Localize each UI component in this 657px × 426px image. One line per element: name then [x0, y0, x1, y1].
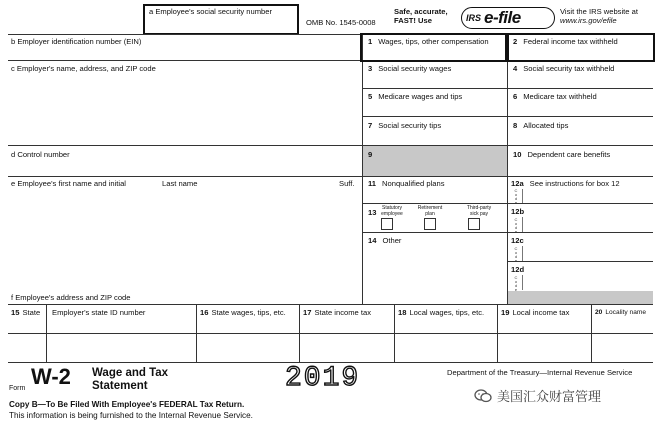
statutory-employee-checkbox[interactable] [381, 218, 393, 230]
grid-line [507, 229, 653, 234]
code-letter: o [514, 192, 518, 197]
retirement-plan-label: Retirement plan [417, 205, 443, 217]
wechat-icon [474, 389, 492, 403]
box-10-label: 10 Dependent care benefits [513, 150, 611, 159]
box-1-field[interactable] [364, 47, 504, 59]
state-row-1-field[interactable] [9, 318, 652, 332]
irs-logo-text: IRS [466, 13, 482, 23]
retirement-plan-checkbox[interactable] [424, 218, 436, 230]
visit-irs-line1: Visit the IRS website at [560, 7, 638, 16]
code-letter: e [514, 200, 518, 205]
box-12a-code-divider [522, 189, 523, 203]
box-12b-code-divider [522, 217, 523, 232]
grid-line [362, 232, 507, 233]
code-letter: e [514, 258, 518, 263]
department-line: Department of the Treasury—Internal Revenue Service [447, 368, 633, 377]
code-letter: C [514, 246, 518, 251]
box-a-label: a Employee's social security number [149, 7, 273, 16]
code-letter: o [514, 279, 518, 284]
box-11-field[interactable] [364, 189, 504, 202]
code-letter: C [514, 275, 518, 280]
form-word: Form [9, 385, 26, 392]
grid-line [507, 34, 508, 304]
box-20-label: 20 Locality name [595, 309, 647, 316]
tax-year: 2019 [285, 363, 361, 394]
form-title-line2: Statement [92, 380, 148, 392]
box-19-label: 19 Local income tax [501, 308, 570, 317]
form-title-line1: Wage and Tax [92, 367, 169, 379]
box-c-employer-field[interactable] [9, 74, 361, 144]
box-e-employee-field[interactable] [9, 189, 361, 289]
code-letter: d [514, 254, 518, 259]
box-3-field[interactable] [364, 74, 504, 87]
box-12b-label: 12b [511, 207, 525, 216]
box-8-field[interactable] [509, 131, 651, 144]
box-13-label: 13 [368, 208, 377, 217]
box-f-label: f Employee's address and ZIP code [11, 293, 131, 302]
box-18-label: 18 Local wages, tips, etc. [398, 308, 485, 317]
box-5-field[interactable] [364, 102, 504, 115]
form-name-w2: W-2 [31, 364, 71, 389]
box-6-field[interactable] [509, 102, 651, 115]
box-12b-field[interactable] [524, 217, 651, 231]
box-1-label: 1 Wages, tips, other compensation [368, 37, 489, 46]
box-8-label: 8 Allocated tips [513, 121, 569, 130]
box-12-shaded-strip [508, 291, 653, 304]
box-c-label: c Employer's name, address, and ZIP code [11, 64, 156, 73]
box-11-label: 11 Nonqualified plans [368, 179, 445, 188]
wechat-watermark [474, 386, 601, 405]
code-letter: d [514, 283, 518, 288]
box-15-state-id-label: Employer's state ID number [52, 308, 146, 317]
box-e-first-label: e Employee's first name and initial [11, 179, 126, 188]
box-12a-label: 12a See instructions for box 12 [511, 179, 620, 188]
state-row-2-field[interactable] [9, 334, 652, 361]
box-12d-code-divider [522, 275, 523, 290]
box-e-suffix-label: Suff. [339, 179, 355, 188]
box-9-label: 9 [368, 150, 373, 159]
code-letter: e [514, 229, 518, 234]
third-party-sick-pay-checkbox[interactable] [468, 218, 480, 230]
box-7-label: 7 Social security tips [368, 121, 442, 130]
copy-b-line: Copy B—To Be Filed With Employee's FEDERAL Tax Return. [9, 400, 245, 409]
box-4-field[interactable] [509, 74, 651, 87]
box-16-label: 16 State wages, tips, etc. [200, 308, 286, 317]
code-letter: C [514, 188, 518, 193]
box-10-field[interactable] [509, 160, 651, 175]
box-12c-code-divider [522, 246, 523, 261]
box-12d-label: 12d [511, 265, 525, 274]
omb-number: OMB No. 1545-0008 [306, 18, 376, 27]
box-12a-field[interactable] [524, 189, 651, 202]
box-d-control-field[interactable] [9, 160, 361, 175]
box-2-field[interactable] [509, 47, 651, 59]
grid-line [8, 176, 653, 177]
efile-logo-text: e-file [484, 8, 521, 27]
third-party-sick-pay-label: Third-party sick pay [466, 205, 492, 217]
grid-line [8, 145, 653, 146]
safe-accurate-line1: Safe, accurate, [394, 7, 448, 16]
box-14-label: 14 Other [368, 236, 402, 245]
box-d-label: d Control number [11, 150, 70, 159]
statutory-employee-label: Statutory employee [381, 205, 403, 217]
box-e-last-label: Last name [162, 179, 198, 188]
box-14-field[interactable] [364, 246, 504, 302]
grid-line [507, 258, 653, 263]
box-9-shaded [363, 146, 507, 176]
code-letter: o [514, 250, 518, 255]
box-b-ein-field[interactable] [9, 46, 361, 59]
box-12c-field[interactable] [524, 246, 651, 260]
box-5-label: 5 Medicare wages and tips [368, 92, 463, 101]
code-letter: d [514, 196, 518, 201]
info-line: This information is being furnished to the Internal Revenue Service. [9, 411, 253, 420]
box-2-label: 2 Federal income tax withheld [513, 37, 618, 46]
code-letter: C [514, 217, 518, 222]
box-4-label: 4 Social security tax withheld [513, 64, 615, 73]
visit-irs-line2: www.irs.gov/efile [560, 16, 617, 25]
code-letter: e [514, 287, 518, 292]
safe-accurate-line2: FAST! Use [394, 16, 432, 25]
irs-efile-logo [461, 7, 555, 29]
watermark-text: 美国汇众财富管理 [497, 390, 602, 405]
box-7-field[interactable] [364, 131, 504, 144]
box-b-label: b Employer identification number (EIN) [11, 37, 142, 46]
box-12d-field[interactable] [524, 275, 651, 289]
grid-line [8, 304, 653, 305]
box-12c-label: 12c [511, 236, 524, 245]
box-6-label: 6 Medicare tax withheld [513, 92, 597, 101]
code-letter: o [514, 221, 518, 226]
box-17-label: 17 State income tax [303, 308, 372, 317]
code-letter: d [514, 225, 518, 230]
box-3-label: 3 Social security wages [368, 64, 452, 73]
box-15-label: 15 State [11, 308, 41, 317]
